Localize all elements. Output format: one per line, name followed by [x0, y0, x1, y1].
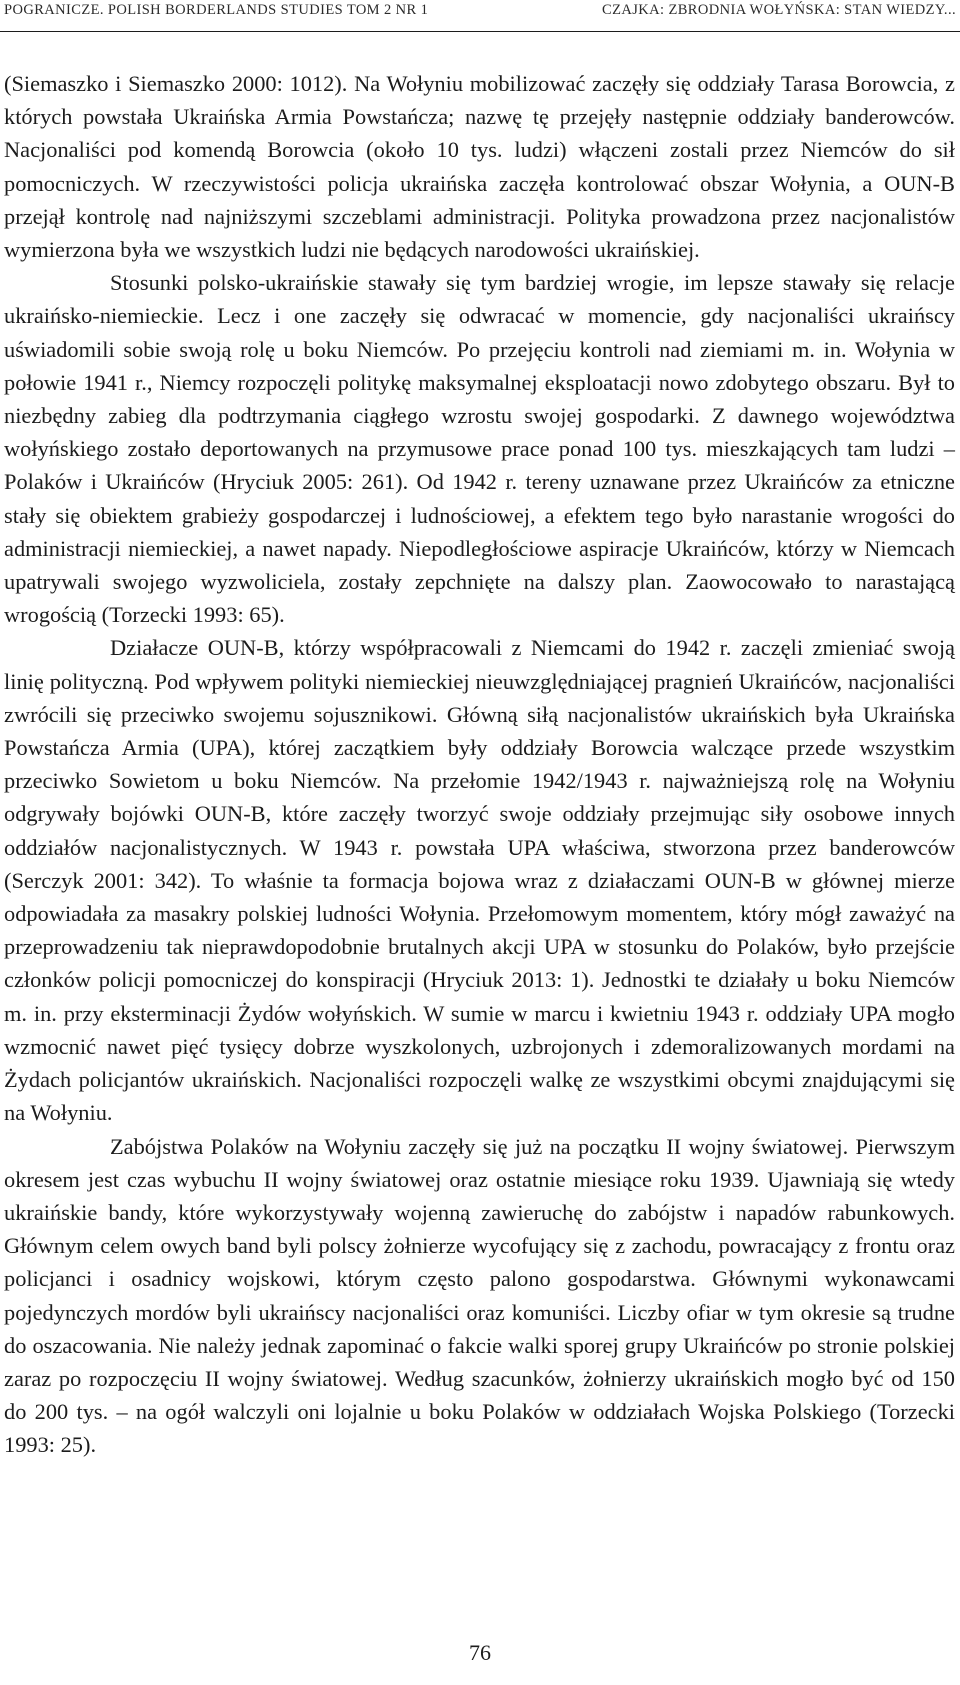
- paragraph: Działacze OUN-B, którzy współpracowali z Niemcami do 1942 r. zaczęli zmieniać swoją linię polityczną. Pod wpływem polityki niemieckiej nieuwzględniającej pragnień Ukraińców, nacjonaliści zwrócili się przeciwko swojemu sojusznikowi. Główną siłą nacjonalistów ukraińskich była Ukraińska Powstańcza Armia (UPA), której zaczątkiem były oddziały Borowcia walczące przede wszystkim przeciwko Sowietom u boku Niemców. Na przełomie 1942/1943 r. najważniejszą rolę na Wołyniu odgrywały bojówki OUN-B, które zaczęły tworzyć swoje oddziały przejmując siły osobowe innych oddziałów nacjonalistycznych. W 1943 r. powstała UPA właściwa, stworzona przez banderowców (Serczyk 2001: 342). To właśnie ta formacja bojowa wraz z działaczami OUN-B w głównej mierze odpowiadała za masakry polskiej ludności Wołynia. Przełomowym momentem, który mógł zaważyć na przeprowadzeniu tak nieprawdopodobnie brutalnych akcji UPA w stosunku do Polaków, było przejście członków policji pomocniczej do konspiracji (Hryciuk 2013: 1). Jednostki te działały u boku Niemców m. in. przy eksterminacji Żydów wołyńskich. W sumie w marcu i kwietniu 1943 r. oddziały UPA mogło wzmocnić nawet pięć tysięcy dobrze wyszkolonych, uzbrojonych i zdemoralizowanych mordami na Żydach policjantów ukraińskich. Nacjonaliści rozpoczęli walkę ze wszystkimi obcymi znajdującymi się na Wołyniu.: [4, 635, 955, 1126]
- running-header: [0, 0, 960, 33]
- paragraph-continuation: (Siemaszko i Siemaszko 2000: 1012). Na Wołyniu mobilizować zaczęły się oddziały Tarasa Borowcia, z których powstała Ukraińska Armia Powstańcza; nazwę tę przejęły następnie oddziały banderowców. Nacjonaliści pod komendą Borowcia (około 10 tys. ludzi) włączeni zostali przez Niemców do sił pomocniczych. W rzeczywistości policja ukraińska zaczęła kontrolować obszar Wołynia, a OUN-B przejął kontrolę nad najniższymi szczeblami administracji. Polityka prowadzona przez nacjonalistów wymierzona była we wszystkich ludzi nie będących narodowości ukraińskiej.: [4, 71, 955, 263]
- paragraph: Zabójstwa Polaków na Wołyniu zaczęły się już na początku II wojny światowej. Pierwszym okresem jest czas wybuchu II wojny światowej oraz ostatnie miesiące roku 1939. Ujawniają się wtedy ukraińskie bandy, które wykorzystywały wojenną zawieruchę do zabójstw i napadów rabunkowych. Głównym celem owych band byli polscy żołnierze wycofujący się z zachodu, powracający z frontu oraz policjanci i osadnicy wojskowi, którym często palono gospodarstwa. Głównymi wykonawcami pojedynczych mordów byli ukraińscy nacjonaliści oraz komuniści. Liczby ofiar w tym okresie są trudne do oszacowania. Nie należy jednak zapominać o fakcie walki sporej grupy Ukraińców po stronie polskiej zaraz po rozpoczęciu II wojny światowej. Według szacunków, żołnierzy ukraińskich mogło być od 150 do 200 tys. – na ogół walczyli oni lojalnie u boku Polaków w oddziałach Wojska Polskiego (Torzecki 1993: 25).: [4, 1133, 955, 1458]
- article-body: [4, 67, 955, 1462]
- header-divider: [0, 31, 960, 32]
- page-number: 76: [469, 1640, 491, 1665]
- header-journal-title: POGRANICZE. POLISH BORDERLANDS STUDIES TOM 2 NR 1: [4, 2, 429, 18]
- header-article-title: CZAJKA: ZBRODNIA WOŁYŃSKA: STAN WIEDZY...: [602, 2, 956, 18]
- paragraph: Stosunki polsko-ukraińskie stawały się tym bardziej wrogie, im lepsze stawały się relacje ukraińsko-niemieckie. Lecz i one zaczęły się odwracać w momencie, gdy nacjonaliści ukraińscy uświadomili sobie swoją rolę u boku Niemców. Po przejęciu kontroli nad ziemiami m. in. Wołynia w połowie 1941 r., Niemcy rozpoczęli politykę maksymalnej eksploatacji nowo zdobytego obszaru. Był to niezbędny zabieg dla podtrzymania ciągłego wzrostu swojej gospodarki. Z dawnego województwa wołyńskiego zostało deportowanych na przymusowe prace ponad 100 tys. mieszkających tam ludzi – Polaków i Ukraińców (Hryciuk 2005: 261). Od 1942 r. tereny uznawane przez Ukraińców za etniczne stały się obiektem grabieży gospodarczej i ludnościowej, a efektem tego było narastanie wrogości do administracji niemieckiej, a nawet napady. Niepodległościowe aspiracje Ukraińców, którzy w Niemcach upatrywali swojego wyzwoliciela, zostały zepchnięte na dalszy plan. Zaowocowało to narastającą wrogością (Torzecki 1993: 65).: [4, 270, 955, 628]
